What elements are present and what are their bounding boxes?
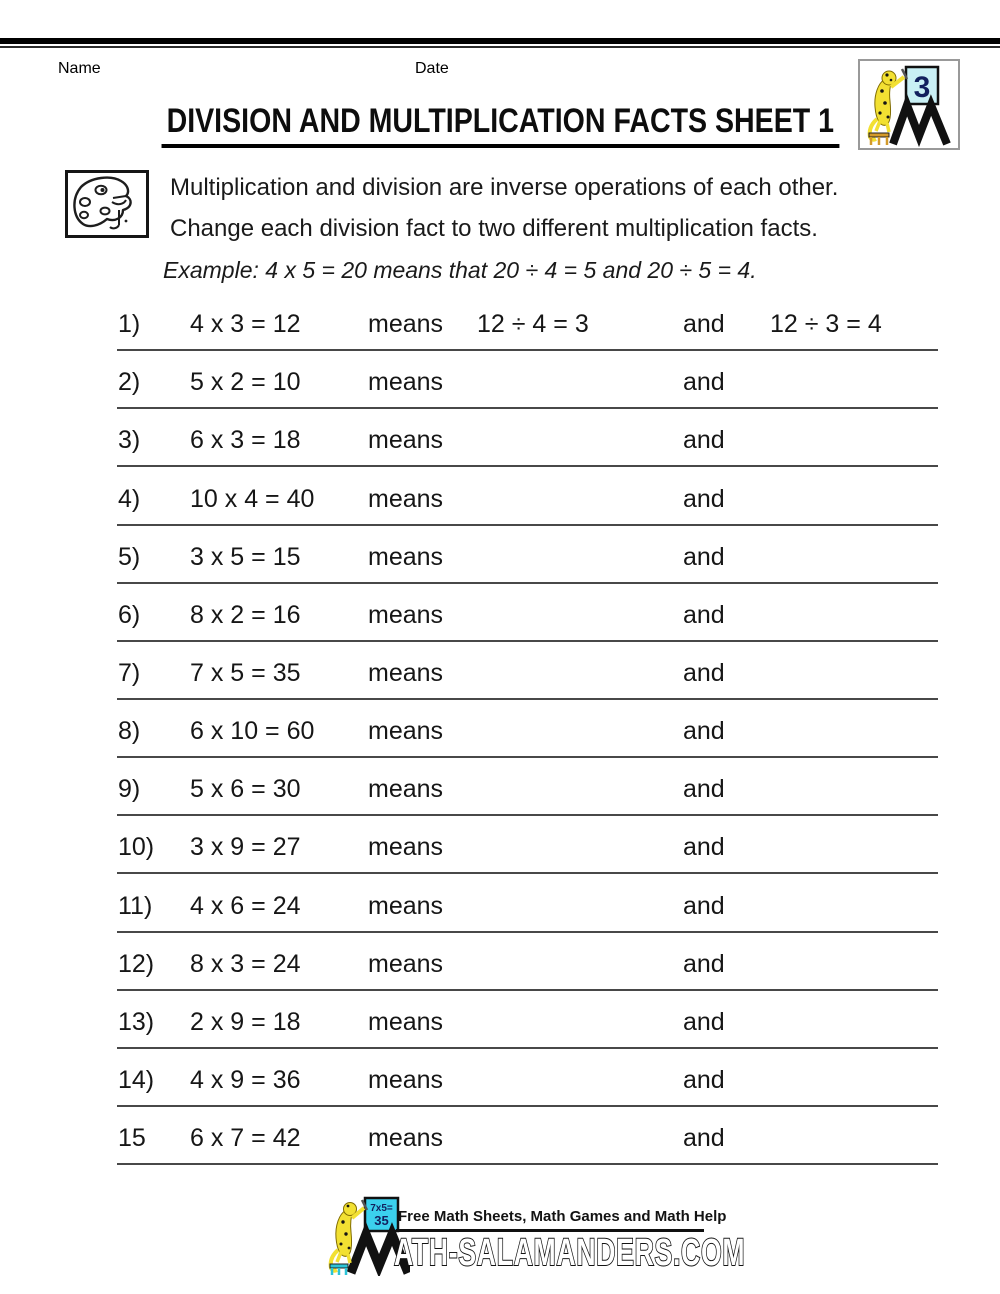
- row-number: 3): [118, 426, 141, 455]
- doodle-spots: [80, 198, 110, 218]
- multiplication-fact: 3 x 9 = 27: [190, 833, 301, 862]
- top-divider-thick: [0, 38, 1000, 44]
- doodle-mouth: [112, 196, 126, 204]
- and-label: and: [683, 484, 725, 513]
- badge-number: 3: [913, 71, 931, 104]
- row-number: 9): [118, 775, 141, 804]
- and-label: and: [683, 775, 725, 804]
- means-label: means: [368, 891, 444, 920]
- and-label: and: [683, 542, 725, 571]
- means-label: means: [368, 426, 444, 455]
- worksheet-row: [117, 816, 938, 874]
- means-label: means: [368, 310, 444, 339]
- multiplication-fact: 7 x 5 = 35: [190, 658, 301, 687]
- means-label: means: [368, 1007, 444, 1036]
- means-label: means: [368, 775, 444, 804]
- worksheet-row: [117, 874, 938, 932]
- row-number: 2): [118, 368, 141, 397]
- salamander-doodle-box: [65, 170, 149, 238]
- and-label: and: [683, 1007, 725, 1036]
- example-line: Example: 4 x 5 = 20 means that 20 ÷ 4 = 5 and 20 ÷ 5 = 4.: [163, 257, 757, 283]
- means-label: means: [368, 542, 444, 571]
- multiplication-fact: 6 x 10 = 60: [190, 717, 315, 746]
- means-label: means: [368, 484, 444, 513]
- means-label: means: [368, 658, 444, 687]
- row-number: 5): [118, 542, 141, 571]
- footer-tagline: Free Math Sheets, Math Games and Math Help: [398, 1208, 727, 1225]
- multiplication-fact: 10 x 4 = 40: [190, 484, 315, 513]
- salamander-doodle-icon: [68, 173, 146, 233]
- means-label: means: [368, 833, 444, 862]
- worksheet-row: [117, 642, 938, 700]
- multiplication-fact: 2 x 9 = 18: [190, 1007, 301, 1036]
- salamander-body: [336, 1210, 353, 1256]
- worksheet-row: [117, 1049, 938, 1107]
- title-row: [0, 102, 1000, 148]
- worksheet-row: [117, 351, 938, 409]
- chalkboard-line-1: 7x5=: [370, 1203, 393, 1214]
- multiplication-fact: 3 x 5 = 15: [190, 542, 301, 571]
- row-number: 10): [118, 833, 155, 862]
- worksheet-row: [117, 293, 938, 351]
- top-divider-thin: [0, 46, 1000, 48]
- row-number: 1): [118, 310, 141, 339]
- means-label: means: [368, 368, 444, 397]
- row-number: 4): [118, 484, 141, 513]
- doodle-dot: [125, 220, 128, 223]
- and-label: and: [683, 1065, 725, 1094]
- doodle-pupil: [101, 188, 105, 192]
- and-label: and: [683, 891, 725, 920]
- means-label: means: [368, 717, 444, 746]
- and-label: and: [683, 600, 725, 629]
- worksheet-row: [117, 467, 938, 525]
- worksheet-row: [117, 933, 938, 991]
- worksheet-row: [117, 700, 938, 758]
- date-label: Date: [415, 60, 449, 77]
- name-label: Name: [58, 60, 101, 77]
- means-label: means: [368, 600, 444, 629]
- and-label: and: [683, 368, 725, 397]
- and-label: and: [683, 658, 725, 687]
- worksheet-row: [117, 409, 938, 467]
- and-label: and: [683, 949, 725, 978]
- and-label: and: [683, 1124, 725, 1153]
- row-number: 14): [118, 1065, 155, 1094]
- row-number: 11): [118, 891, 153, 920]
- row-number: 6): [118, 600, 141, 629]
- and-label: and: [683, 833, 725, 862]
- multiplication-fact: 8 x 3 = 24: [190, 949, 301, 978]
- multiplication-fact: 5 x 6 = 30: [190, 775, 301, 804]
- division-answer-2: 12 ÷ 3 = 4: [770, 310, 882, 339]
- worksheet-row: [117, 991, 938, 1049]
- row-number: 13): [118, 1007, 155, 1036]
- and-label: and: [683, 310, 725, 339]
- worksheet-rows: [117, 293, 938, 1165]
- worksheet-row: [117, 526, 938, 584]
- row-number: 15: [118, 1124, 146, 1153]
- means-label: means: [368, 949, 444, 978]
- division-answer-1: 12 ÷ 4 = 3: [477, 310, 589, 339]
- row-number: 8): [118, 717, 141, 746]
- wordmark-text: ATH-SALAMANDERS.COM: [394, 1232, 746, 1274]
- worksheet-row: [117, 584, 938, 642]
- row-number: 7): [118, 658, 141, 687]
- and-label: and: [683, 426, 725, 455]
- page-title: DIVISION AND MULTIPLICATION FACTS SHEET 1: [161, 102, 839, 148]
- multiplication-fact: 5 x 2 = 10: [190, 368, 301, 397]
- chalkboard-line-2: 35: [374, 1213, 389, 1228]
- stool: [330, 1264, 348, 1268]
- multiplication-fact: 8 x 2 = 16: [190, 600, 301, 629]
- instruction-line-1: Multiplication and division are inverse operations of each other.: [170, 174, 839, 201]
- worksheet-row: [117, 758, 938, 816]
- multiplication-fact: 6 x 3 = 18: [190, 426, 301, 455]
- multiplication-fact: 6 x 7 = 42: [190, 1124, 301, 1153]
- and-label: and: [683, 717, 725, 746]
- means-label: means: [368, 1124, 444, 1153]
- multiplication-fact: 4 x 6 = 24: [190, 891, 301, 920]
- worksheet-row: [117, 1107, 938, 1165]
- instruction-line-2: Change each division fact to two different multiplication facts.: [170, 215, 818, 242]
- multiplication-fact: 4 x 3 = 12: [190, 310, 301, 339]
- means-label: means: [368, 1065, 444, 1094]
- multiplication-fact: 4 x 9 = 36: [190, 1065, 301, 1094]
- row-number: 12): [118, 949, 155, 978]
